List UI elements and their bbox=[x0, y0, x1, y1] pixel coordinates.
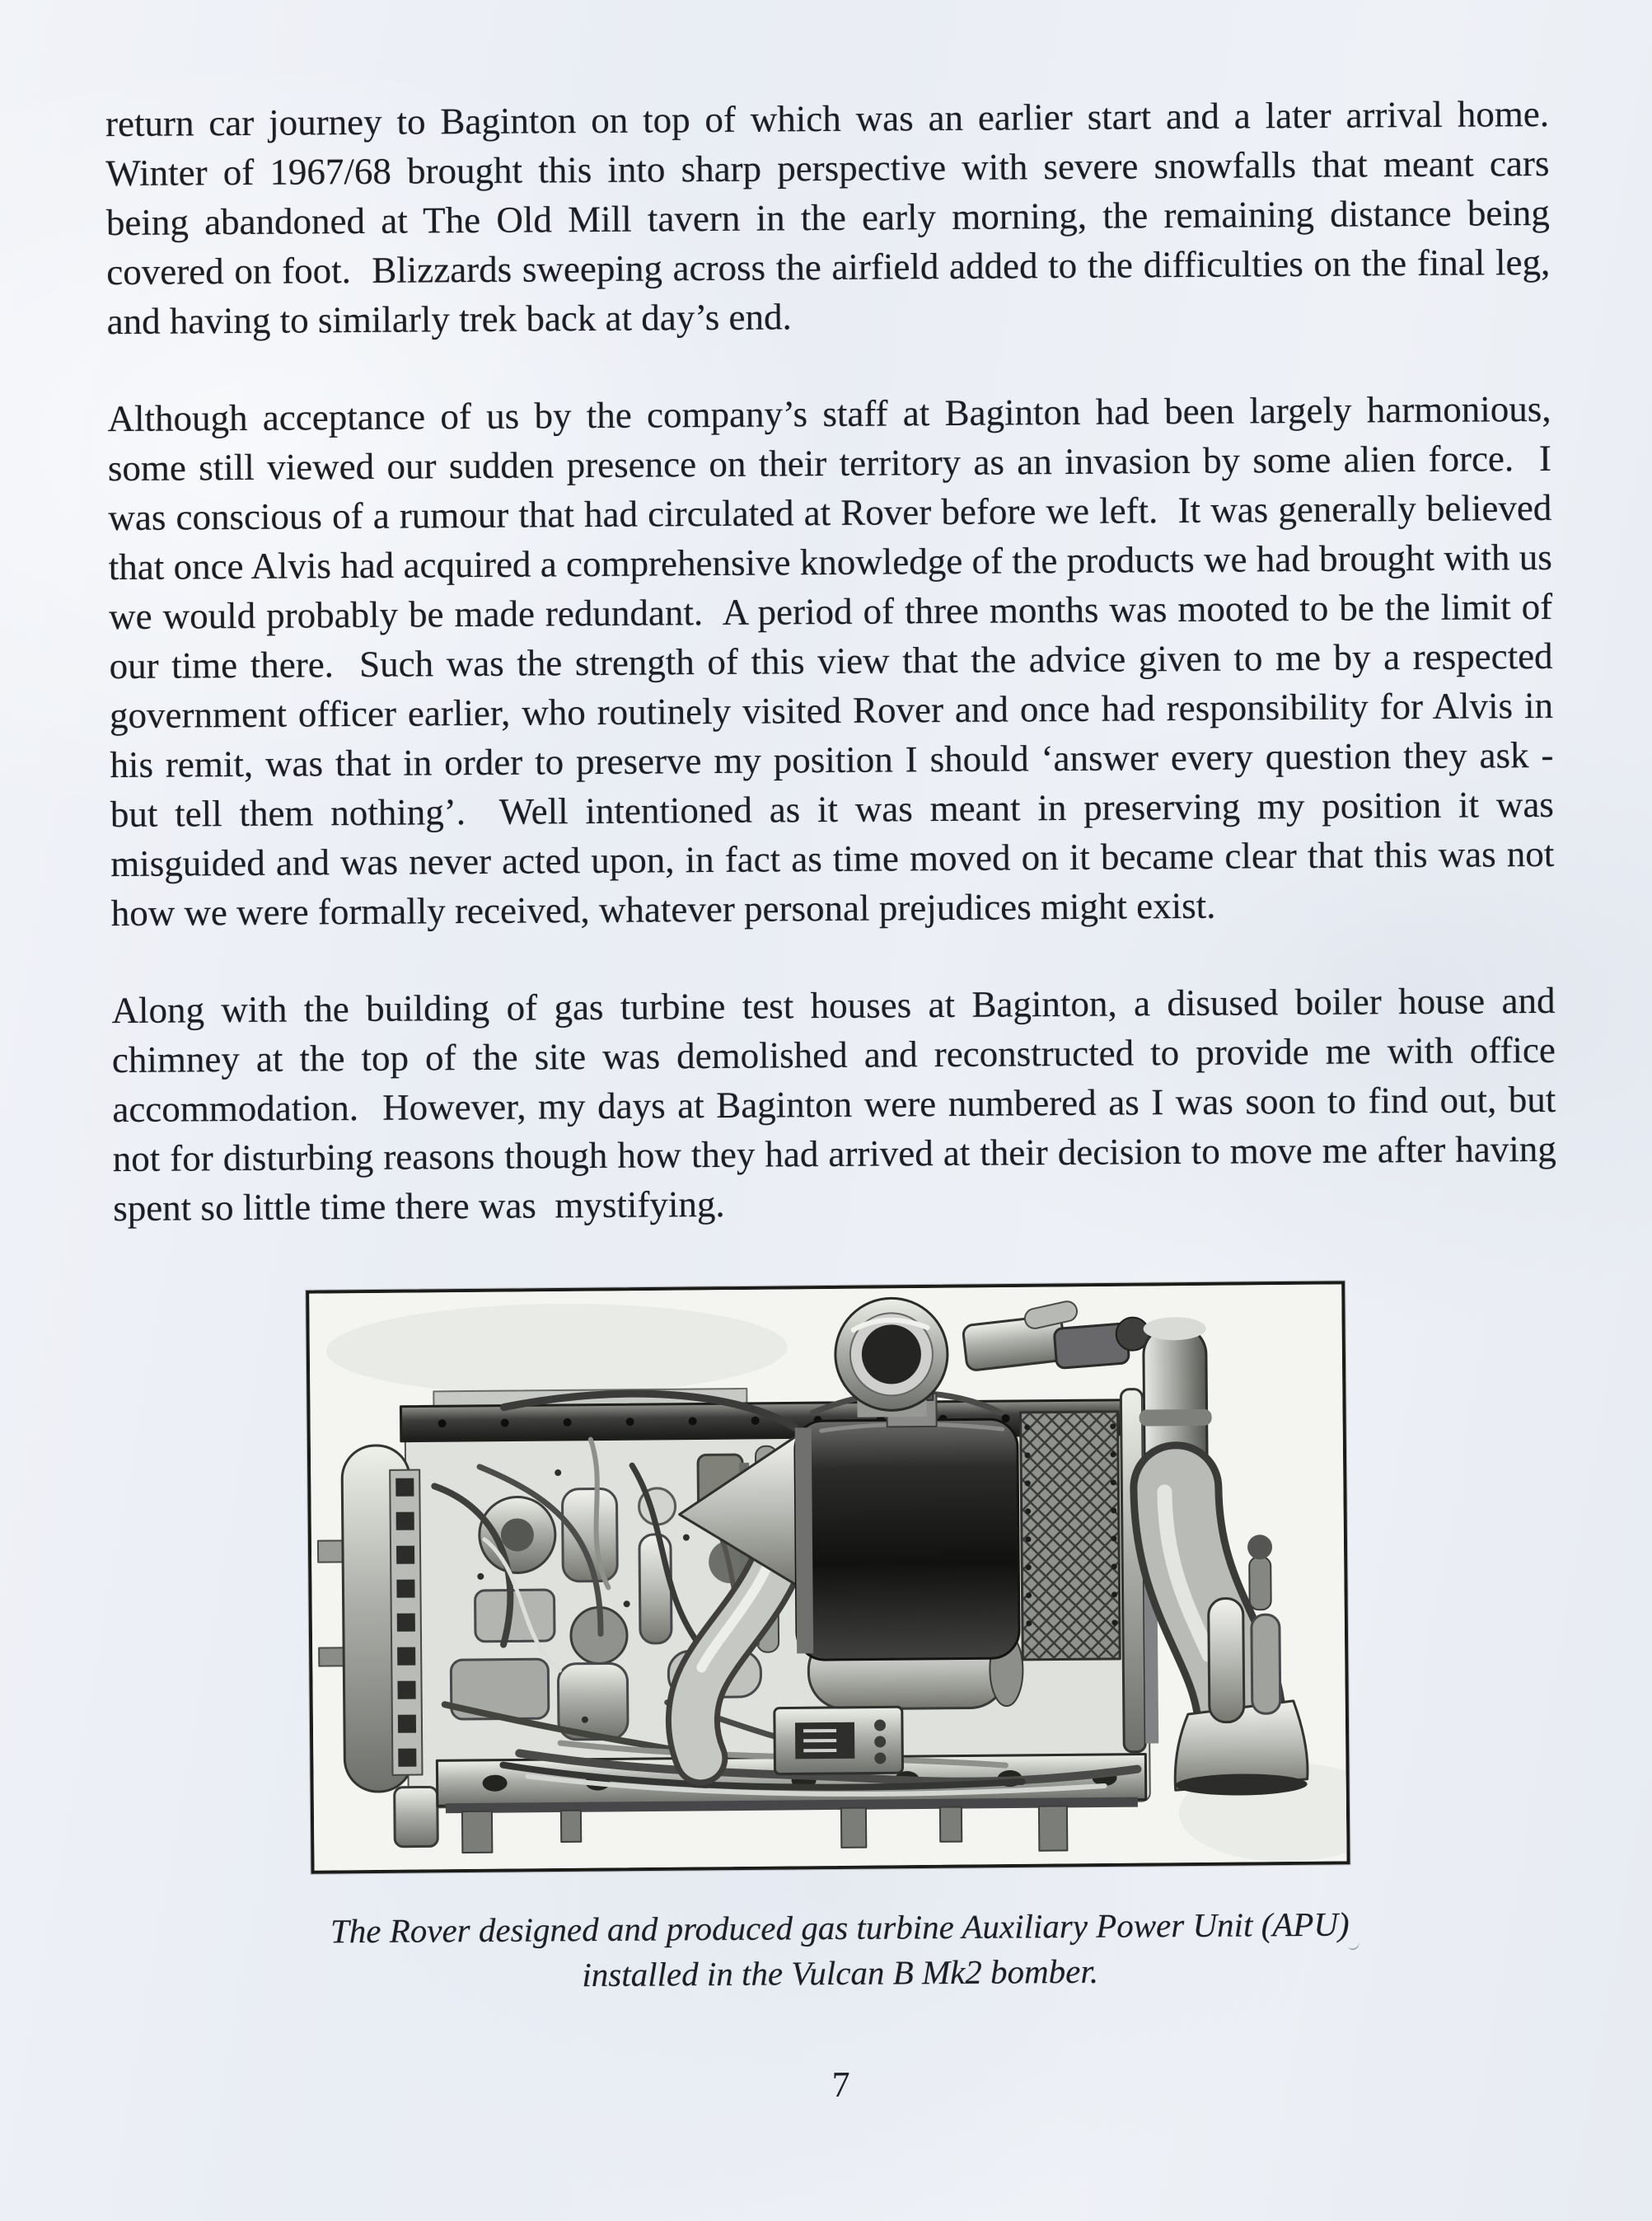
caption-line-2: installed in the Vulcan B Mk2 bomber. bbox=[582, 1952, 1099, 1994]
paragraph-baginton-move: Along with the building of gas turbine test houses at Baginton, a disused boiler house and chimney at the top of the site was demolished and reconstructed to provide me with office accommodation. However, my days at Baginton were numbered as I was soon to find out, but not for disturbing reasons though how they had arrived at their decision to move me after having spent so little time there was mystifying. bbox=[111, 979, 1566, 1230]
engine-photo-figure bbox=[306, 1281, 1350, 1873]
photo-caption bbox=[118, 1900, 1562, 2001]
page-number: 7 bbox=[831, 2064, 850, 2106]
caption-line-1: The Rover designed and produced gas turbine Auxiliary Power Unit (APU) bbox=[330, 1905, 1350, 1951]
paragraph-rumour: Although acceptance of us by the company’s staff at Baginton had been largely harmonious, some still viewed our sudden presence on their territory as an invasion by some alien force. I was conscious of a rumour that had circulated at Rover before we left. It was generally believed that once Alvis had acquired a comprehensive knowledge of the products we had brought with us we would probably be made redundant. A period of three months was mooted to be the limit of our time there. Such was the strength of this view that the advice given to me by a respected government officer earlier, who routinely visited Rover and once had responsibility for Alvis in his remit, was that in order to preserve my position I should ‘answer every question they ask - but tell them nothing’. Well intentioned as it was meant in preserving my position it was misguided and was never acted upon, in fact as time moved on it became clear that this was not how we were formally received, whatever personal prejudices might exist. bbox=[107, 387, 1564, 935]
paragraph-commute: return car journey to Baginton on top of which was an earlier start and a later arrival home. Winter of 1967/68 brought this into sharp perspective with severe snowfalls that meant cars being abandoned at The Old Mill tavern in the early morning, the remaining distance being covered on foot. Blizzards sweeping across the airfield added to the difficulties on the final leg, and having to similarly trek back at day’s end. bbox=[105, 92, 1568, 343]
engine-junction-box bbox=[775, 1707, 903, 1774]
engine-photo bbox=[309, 1284, 1346, 1870]
page-content bbox=[105, 0, 1568, 2111]
